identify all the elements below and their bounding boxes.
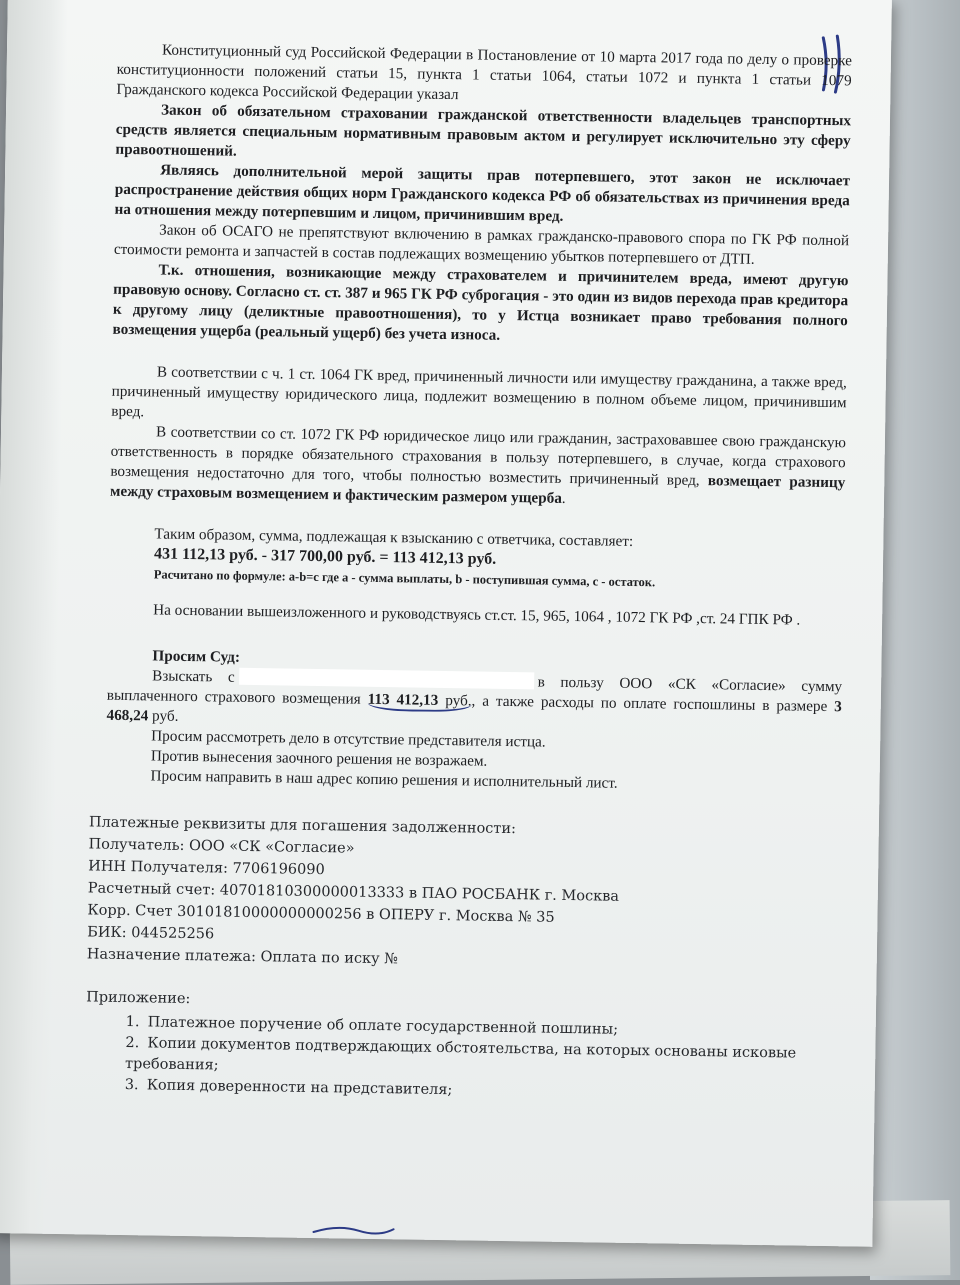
paragraph-osago-scope: Закон об ОСАГО не препятствуют включению в рамках гражданско-правового спора по ГК РФ полной стоимости ремонта и запчастей в состав подлежащих возмещению убытков потерпевшего от ДТП. <box>113 221 850 268</box>
paragraph-constitutional-court: Конституционный суд Российской Федерации в Постановление от 10 марта 2017 года по делу о проверке конституционности положений статьи 15, пункта 1 статьи 1064, статьи 1072 и пункта 1 статьи 1079 Гражданского кодекса Российской Федерации указал <box>116 41 853 104</box>
requisites-heading: Платежные реквизиты для погашения задолженности: <box>88 814 517 838</box>
formula-note: Расчитано по формуле: a-b=c где a - сумма выплаты, b - поступившая сумма, c - остаток. <box>153 567 656 590</box>
claim-text-end: , а также расходы по оплате госпошлины в размере <box>471 692 828 716</box>
paragraph-subrogation: Т.к. отношения, возникающие между страхователем и причинителем вреда, имеют другую правовую основу. Согласно ст. ст. 387 и 965 ГК РФ суброгация - это один из видов перехода прав кредитора к другому лицу (деликтные правоотношения), то у Истца возникает право требования полного возмещения ущерба (реальный ущерб) без учета износа. <box>112 261 849 344</box>
attachments-heading: Приложение: <box>86 989 191 1008</box>
claim-text-start: Взыскать с <box>152 667 235 686</box>
article-1072-text: В соответствии со ст. 1072 ГК РФ юридическое лицо или гражданин, застраховавшее свою гражданскую ответственность в порядке обязательного страхования в пользу потерпевшего, в случае, когда страхового возмещения недостаточно для того, чтобы полностью возместить причиненный вред, <box>110 423 847 489</box>
requisites-corr-account: Корр. Счет 30101810000000000256 в ОПЕРУ г. Москва № 35 <box>87 902 555 926</box>
paragraph-additional-protection: Являясь дополнительной мерой защиты прав потерпевшего, этот закон не исключает распространение действия общих норм Гражданского кодекса РФ об обязательствах из причинения вреда на отношения между потерпевшим и лицом, причинившим вред. <box>114 161 851 225</box>
handwritten-scribble <box>308 1220 398 1241</box>
paragraph-legal-basis: На основании вышеизложенного и руководствуясь ст.ст. 15, 965, 1064 , 1072 ГК РФ ,ст. 24 ГПК РФ . <box>153 601 801 629</box>
attachment-text: Копия доверенности на представителя; <box>146 1077 453 1099</box>
paragraph-article-1064: В соответствии с ч. 1 ст. 1064 ГК вред, причиненный личности или имуществу гражданина, а также вред, причиненный имуществу юридического лица, подлежит возмещению в полном объеме лицом, причинившим вред. <box>111 363 848 421</box>
article-1072-emphasis: возмещает разницу между страховым возмещением и фактическим размером ущерба <box>109 472 846 507</box>
request-copy: Просим направить в наш адрес копию решения и исполнительный лист. <box>150 767 618 792</box>
request-absence: Просим рассмотреть дело в отсутствие представителя истца. <box>151 727 546 751</box>
claim-amount-underlined <box>367 691 471 713</box>
request-default-judgment: Против вынесения заочного решения не возражаем. <box>150 747 488 770</box>
article-1072-end: . <box>561 489 566 507</box>
sum-calculation: 431 112,13 руб. - 317 700,00 руб. = 113 412,13 руб. <box>153 545 497 568</box>
paragraph-article-1072 <box>110 422 846 514</box>
claim-amount-unit: руб. <box>445 692 472 710</box>
attachment-text: Платежное поручение об оплате государственной пошлины; <box>147 1014 619 1038</box>
document-body <box>86 40 853 1107</box>
requisites-purpose: Назначение платежа: Оплата по иску № <box>86 946 399 968</box>
claim-amount: 113 412,13 <box>367 690 439 709</box>
state-duty-amount: 3 468,24 <box>106 698 842 725</box>
requisites-bik: БИК: 044525256 <box>87 924 215 943</box>
attachment-number: 3. <box>124 1077 139 1094</box>
attachment-text: Копии документов подтверждающих обстоятельства, на которых основаны исковые требования; <box>124 1035 797 1074</box>
state-duty-unit: руб. <box>151 707 179 725</box>
claim-text-mid: в пользу ООО «СК «Согласие» сумму выплаченного страхового возмещения <box>106 673 843 708</box>
binding-margin <box>0 0 68 1234</box>
paragraph-total-intro: Таким образом, сумма, подлежащая к взысканию с ответчика, составляет: <box>154 525 634 550</box>
redacted-defendant <box>239 668 534 690</box>
requisites-account: Расчетный счет: 40701810300000013333 в ПАО РОСБАНК г. Москва <box>87 880 620 905</box>
attachments-list <box>101 1012 837 1108</box>
requisites-recipient: Получатель: ООО «СК «Согласие» <box>88 836 355 857</box>
paragraph-osago-law: Закон об обязательном страховании гражданской ответственности владельцев транспортных средств является специальным нормативным правовым актом и регулирует исключительно эту сферу правоотношений. <box>115 101 852 160</box>
request-heading: Просим Суд: <box>152 647 241 666</box>
requisites-inn: ИНН Получателя: 7706196090 <box>88 858 325 879</box>
attachment-number: 2. <box>125 1035 140 1052</box>
attachment-number: 1. <box>125 1014 140 1031</box>
